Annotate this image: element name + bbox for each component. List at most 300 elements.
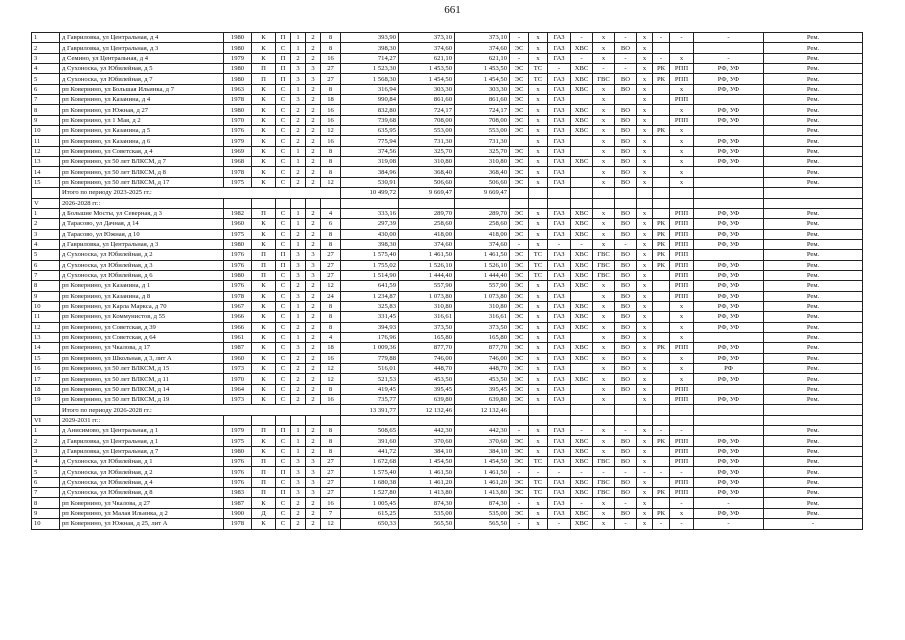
table-cell: рп Ковернино, ул Казанина, д 5 <box>60 126 224 136</box>
table-cell: - <box>764 519 863 529</box>
table-cell: 1980 <box>224 64 252 74</box>
table-cell: х <box>637 446 653 456</box>
table-cell: х <box>593 33 615 43</box>
table-cell: ЭС <box>510 43 529 53</box>
table-cell <box>571 364 593 374</box>
table-row <box>32 291 863 301</box>
table-cell: П <box>276 74 291 84</box>
table-cell: х <box>637 74 653 84</box>
table-cell: ТС <box>529 250 548 260</box>
table-cell: РПП <box>670 270 694 280</box>
table-cell: рп Ковернино, ул Школьная, д 3, лит А <box>60 353 224 363</box>
table-cell: 453,50 <box>455 374 510 384</box>
table-cell <box>615 415 637 425</box>
table-cell: 8 <box>321 446 341 456</box>
table-cell: - <box>615 498 637 508</box>
table-cell <box>252 415 276 425</box>
table-cell: 3 <box>291 270 306 280</box>
table-cell: П <box>252 270 276 280</box>
table-cell <box>670 198 694 208</box>
table-row <box>32 43 863 53</box>
table-cell: 2 <box>306 446 321 456</box>
table-cell: ХВС <box>571 229 593 239</box>
period-total-value: 12 132,46 <box>455 405 510 415</box>
table-cell: х <box>593 508 615 518</box>
table-cell: С <box>276 126 291 136</box>
table-cell: 10 <box>32 126 60 136</box>
table-cell: 9 <box>32 291 60 301</box>
table-cell: 6 <box>32 84 60 94</box>
table-cell: К <box>252 498 276 508</box>
table-cell: К <box>252 105 276 115</box>
table-cell: 2 <box>291 105 306 115</box>
table-cell: д Тарасово, ул Дачная, д 14 <box>60 219 224 229</box>
table-cell: рп Ковернино, ул Советская, д 64 <box>60 332 224 342</box>
table-cell: 731,30 <box>455 136 510 146</box>
table-cell: 1 <box>291 84 306 94</box>
table-cell: 1964 <box>224 384 252 394</box>
table-cell: - <box>571 33 593 43</box>
table-cell: х <box>637 84 653 94</box>
period-total-label: Итого по периоду 2023-2025 гг.: <box>60 188 341 198</box>
table-cell: 1 461,50 <box>399 467 455 477</box>
table-cell <box>694 405 764 415</box>
table-cell: - <box>653 467 670 477</box>
table-cell: 1 <box>291 146 306 156</box>
table-cell: 1 461,50 <box>455 250 510 260</box>
table-cell: 1 527,80 <box>341 488 399 498</box>
table-cell: Рем. <box>764 43 863 53</box>
table-cell: 2 <box>306 395 321 405</box>
table-cell: 2 <box>291 374 306 384</box>
table-cell: 2 <box>306 229 321 239</box>
table-row <box>32 126 863 136</box>
table-cell: ЭС <box>510 260 529 270</box>
table-cell: 297,39 <box>341 219 399 229</box>
table-cell: 2 <box>291 322 306 332</box>
table-cell <box>276 415 291 425</box>
table-cell: РПП <box>670 219 694 229</box>
table-cell: х <box>593 364 615 374</box>
table-cell: Рем. <box>764 291 863 301</box>
housing-repair-table <box>31 32 863 530</box>
table-cell: х <box>670 136 694 146</box>
table-row <box>32 84 863 94</box>
table-row <box>32 395 863 405</box>
table-cell: 506,60 <box>399 177 455 187</box>
table-cell <box>694 43 764 53</box>
table-cell: РФ, УФ <box>694 508 764 518</box>
table-cell: х <box>637 301 653 311</box>
table-cell: П <box>276 488 291 498</box>
table-cell: ГАЗ <box>548 167 571 177</box>
table-cell <box>510 188 529 198</box>
table-cell: 1978 <box>224 167 252 177</box>
table-cell: С <box>276 374 291 384</box>
table-cell: 1 <box>291 208 306 218</box>
table-cell: 5 <box>32 467 60 477</box>
table-cell: ХВС <box>571 84 593 94</box>
period-total-value: 9 669,47 <box>399 188 455 198</box>
table-cell: 1 575,40 <box>341 250 399 260</box>
table-cell: РФ, УФ <box>694 208 764 218</box>
period-group-label: 2029-2031 гг.: <box>60 415 224 425</box>
table-cell: рп Ковернино, ул 50 лет ВЛКСМ, д 15 <box>60 364 224 374</box>
table-cell: 3 <box>291 291 306 301</box>
table-cell: 2 <box>32 43 60 53</box>
table-cell: 418,00 <box>399 229 455 239</box>
table-cell <box>341 415 399 425</box>
table-cell <box>224 198 252 208</box>
table-cell: Рем. <box>764 105 863 115</box>
table-cell: 746,00 <box>399 353 455 363</box>
table-cell: С <box>276 364 291 374</box>
table-cell: ЭС <box>510 167 529 177</box>
table-cell: 2 <box>306 136 321 146</box>
table-cell <box>653 136 670 146</box>
table-cell: ВО <box>615 260 637 270</box>
table-cell: 2 <box>291 115 306 125</box>
table-cell: С <box>276 446 291 456</box>
table-cell: К <box>252 95 276 105</box>
table-cell: 2 <box>306 332 321 342</box>
table-cell: х <box>637 136 653 146</box>
table-cell: 13 <box>32 332 60 342</box>
table-cell: 2 <box>306 239 321 249</box>
table-cell: РФ, УФ <box>694 146 764 156</box>
period-total-value: 10 499,72 <box>341 188 399 198</box>
table-cell: 16 <box>321 395 341 405</box>
table-cell: ГАЗ <box>548 281 571 291</box>
table-cell: х <box>637 270 653 280</box>
table-cell: х <box>670 301 694 311</box>
table-cell: ВО <box>615 332 637 342</box>
table-cell: РФ <box>694 364 764 374</box>
table-cell: 12 <box>32 322 60 332</box>
table-cell: ЭС <box>510 219 529 229</box>
table-cell <box>694 95 764 105</box>
table-cell <box>571 198 593 208</box>
table-cell: х <box>593 43 615 53</box>
table-cell: ВО <box>615 219 637 229</box>
table-cell <box>615 395 637 405</box>
table-cell: ЭС <box>510 64 529 74</box>
table-cell: 1 461,20 <box>399 477 455 487</box>
table-cell: К <box>252 53 276 63</box>
table-row <box>32 498 863 508</box>
table-cell: 641,59 <box>341 281 399 291</box>
table-cell: х <box>670 508 694 518</box>
table-cell: П <box>252 64 276 74</box>
table-cell: ЭС <box>510 115 529 125</box>
table-row <box>32 374 863 384</box>
table-cell: рп Ковернино, ул 1 Мая, д 2 <box>60 115 224 125</box>
table-cell: х <box>670 353 694 363</box>
table-cell: С <box>276 136 291 146</box>
table-cell: ГАЗ <box>548 343 571 353</box>
table-cell: 521,53 <box>341 374 399 384</box>
table-cell: х <box>637 488 653 498</box>
table-cell: рп Ковернино, ул 50 лет ВЛКСМ, д 14 <box>60 384 224 394</box>
table-cell: 2 <box>291 384 306 394</box>
table-cell: РФ, УФ <box>694 260 764 270</box>
table-cell: К <box>252 146 276 156</box>
table-cell <box>653 208 670 218</box>
table-cell: 10 <box>32 519 60 529</box>
table-cell: ЭС <box>510 312 529 322</box>
table-cell: 990,84 <box>341 95 399 105</box>
table-cell: ХВС <box>571 322 593 332</box>
table-cell: х <box>637 64 653 74</box>
table-cell: С <box>276 457 291 467</box>
table-cell: П <box>276 426 291 436</box>
table-cell: К <box>252 322 276 332</box>
table-cell: х <box>637 219 653 229</box>
table-row <box>32 53 863 63</box>
table-row <box>32 446 863 456</box>
table-cell: х <box>670 332 694 342</box>
table-cell: д Гавриловка, ул Центральная, д 4 <box>60 33 224 43</box>
period-group-number: VI <box>32 415 60 425</box>
table-cell: рп Ковернино, ул Казанина, д 8 <box>60 291 224 301</box>
table-cell: 165,80 <box>399 332 455 342</box>
table-cell: 1 009,36 <box>341 343 399 353</box>
table-cell: 325,70 <box>455 146 510 156</box>
table-cell: 1980 <box>224 446 252 456</box>
table-cell: ХВС <box>571 208 593 218</box>
table-cell <box>593 188 615 198</box>
table-cell: Рем. <box>764 239 863 249</box>
table-cell <box>571 384 593 394</box>
table-cell: д Сухоноска, ул Юбилейная, д 2 <box>60 467 224 477</box>
table-cell: ВО <box>615 270 637 280</box>
table-cell: ГАЗ <box>548 332 571 342</box>
table-cell <box>571 291 593 301</box>
table-cell: х <box>637 426 653 436</box>
table-row <box>32 281 863 291</box>
table-cell: х <box>529 291 548 301</box>
table-cell: 874,30 <box>455 498 510 508</box>
table-cell: ЭС <box>510 322 529 332</box>
table-cell: Рем. <box>764 95 863 105</box>
table-cell: 1975 <box>224 177 252 187</box>
table-cell: П <box>252 426 276 436</box>
table-cell: 370,60 <box>455 436 510 446</box>
table-cell: х <box>529 84 548 94</box>
table-row <box>32 64 863 74</box>
table-cell: 27 <box>321 457 341 467</box>
table-cell: 368,40 <box>399 167 455 177</box>
table-cell: х <box>529 126 548 136</box>
table-cell: 1980 <box>224 105 252 115</box>
table-cell <box>764 405 863 415</box>
table-cell <box>653 415 670 425</box>
table-cell: 3 <box>291 488 306 498</box>
table-cell: 2 <box>306 146 321 156</box>
table-cell: х <box>593 95 615 105</box>
table-cell: 535,00 <box>455 508 510 518</box>
table-cell: 16 <box>321 136 341 146</box>
table-cell: Рем. <box>764 64 863 74</box>
table-cell: ВО <box>615 488 637 498</box>
table-cell: 3 <box>291 74 306 84</box>
table-cell: ГВС <box>593 488 615 498</box>
table-cell: К <box>252 136 276 146</box>
table-row <box>32 95 863 105</box>
table-cell: рп Ковернино, ул 50 лет ВЛКСМ, д 17 <box>60 177 224 187</box>
table-cell: х <box>593 177 615 187</box>
table-cell: х <box>529 33 548 43</box>
table-cell: х <box>593 301 615 311</box>
table-cell: ЭС <box>510 477 529 487</box>
table-cell: РПП <box>670 115 694 125</box>
table-cell <box>224 415 252 425</box>
table-cell: 2 <box>306 301 321 311</box>
table-cell: С <box>276 43 291 53</box>
table-cell: ВО <box>615 374 637 384</box>
table-cell <box>653 157 670 167</box>
table-cell: К <box>252 364 276 374</box>
table-cell: ВО <box>615 229 637 239</box>
table-cell: К <box>252 312 276 322</box>
table-cell: ЭС <box>510 364 529 374</box>
table-cell: 4 <box>321 208 341 218</box>
table-cell: РФ, УФ <box>694 74 764 84</box>
table-cell: Рем. <box>764 219 863 229</box>
table-cell: 1976 <box>224 457 252 467</box>
table-cell: - <box>548 467 571 477</box>
table-cell: ТС <box>529 64 548 74</box>
table-cell: д Сухоноска, ул Юбилейная, д 1 <box>60 457 224 467</box>
table-cell: рп Ковернино, ул 50 лет ВЛКСМ, д 19 <box>60 395 224 405</box>
table-cell: 310,80 <box>399 157 455 167</box>
table-cell: х <box>670 105 694 115</box>
table-cell: РК <box>653 126 670 136</box>
table-cell: х <box>637 105 653 115</box>
table-cell: ЭС <box>510 229 529 239</box>
table-cell <box>637 188 653 198</box>
table-row <box>32 115 863 125</box>
table-cell: ВО <box>615 312 637 322</box>
table-cell: ГАЗ <box>548 33 571 43</box>
table-cell: 8 <box>321 157 341 167</box>
table-cell: 1 <box>32 208 60 218</box>
table-cell: 368,40 <box>455 167 510 177</box>
table-cell: ГАЗ <box>548 322 571 332</box>
table-cell: С <box>276 105 291 115</box>
table-cell: 398,30 <box>341 43 399 53</box>
table-cell <box>653 301 670 311</box>
table-cell: ЭС <box>510 105 529 115</box>
table-cell: х <box>529 312 548 322</box>
table-cell: 1 <box>32 33 60 43</box>
table-cell: 384,10 <box>399 446 455 456</box>
table-cell <box>291 198 306 208</box>
table-cell: РФ, УФ <box>694 105 764 115</box>
table-cell: ВО <box>615 477 637 487</box>
table-cell: 373,10 <box>399 33 455 43</box>
table-cell: 442,30 <box>399 426 455 436</box>
table-cell: 5 <box>32 250 60 260</box>
table-cell: ХВС <box>571 126 593 136</box>
table-cell: Рем. <box>764 457 863 467</box>
table-cell: х <box>593 208 615 218</box>
period-total-label: Итого по периоду 2026-2028 гг.: <box>60 405 341 415</box>
table-cell: Рем. <box>764 446 863 456</box>
table-cell <box>510 415 529 425</box>
table-cell: ВО <box>615 74 637 84</box>
table-cell <box>653 281 670 291</box>
table-cell: Рем. <box>764 322 863 332</box>
table-cell <box>694 188 764 198</box>
table-cell: х <box>529 364 548 374</box>
table-cell: П <box>276 53 291 63</box>
table-cell: 621,10 <box>399 53 455 63</box>
table-cell: х <box>593 436 615 446</box>
table-cell: ХВС <box>571 446 593 456</box>
table-cell: 16 <box>32 364 60 374</box>
table-cell: 4 <box>32 64 60 74</box>
table-cell <box>341 198 399 208</box>
table-cell: РПП <box>670 95 694 105</box>
table-cell <box>548 405 571 415</box>
table-cell <box>694 126 764 136</box>
table-cell <box>615 188 637 198</box>
table-cell <box>653 312 670 322</box>
table-cell: 12 <box>321 126 341 136</box>
table-cell: ЭС <box>510 332 529 342</box>
table-cell: 1 680,38 <box>341 477 399 487</box>
table-cell: х <box>529 95 548 105</box>
table-cell <box>653 353 670 363</box>
table-cell: 15 <box>32 177 60 187</box>
table-cell: 27 <box>321 488 341 498</box>
period-total-value: 13 391,77 <box>341 405 399 415</box>
table-cell: х <box>637 281 653 291</box>
table-cell: РПП <box>670 477 694 487</box>
table-cell: 1978 <box>224 519 252 529</box>
table-cell <box>32 188 60 198</box>
table-cell: х <box>593 332 615 342</box>
table-cell: РПП <box>670 395 694 405</box>
table-cell: 398,30 <box>341 239 399 249</box>
table-cell: д Сухоноска, ул Юбилейная, д 6 <box>60 270 224 280</box>
table-cell: д Сухоноска, ул Юбилейная, д 7 <box>60 74 224 84</box>
table-cell: ГАЗ <box>548 270 571 280</box>
table-cell: С <box>276 312 291 322</box>
table-cell: С <box>276 353 291 363</box>
table-cell: 165,80 <box>455 332 510 342</box>
table-cell: 8 <box>32 105 60 115</box>
table-cell: х <box>593 426 615 436</box>
table-cell <box>653 84 670 94</box>
table-cell <box>653 374 670 384</box>
table-cell: ГАЗ <box>548 136 571 146</box>
table-cell: ВО <box>615 208 637 218</box>
table-cell: 6 <box>32 260 60 270</box>
table-cell: ГАЗ <box>548 74 571 84</box>
table-cell: 1987 <box>224 343 252 353</box>
table-row <box>32 364 863 374</box>
table-cell: х <box>593 126 615 136</box>
table-cell: 4 <box>321 332 341 342</box>
table-cell: - <box>670 426 694 436</box>
table-cell <box>548 415 571 425</box>
table-cell: - <box>510 498 529 508</box>
table-cell: 1 <box>291 446 306 456</box>
table-cell: 3 <box>306 467 321 477</box>
table-row <box>32 250 863 260</box>
